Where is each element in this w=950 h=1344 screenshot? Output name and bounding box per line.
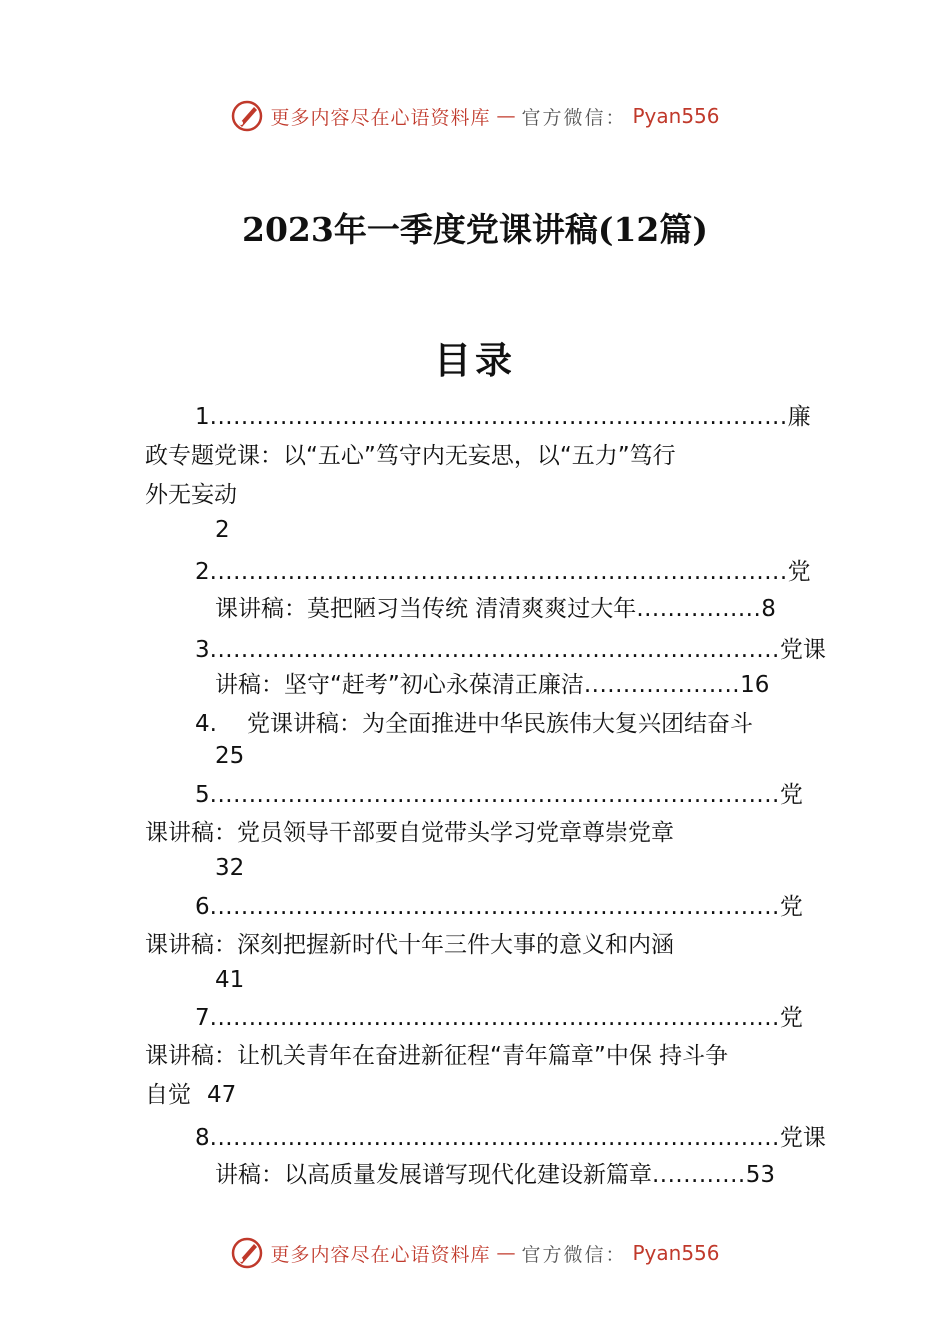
toc-entry-4-page: 25 bbox=[215, 743, 245, 769]
watermark-wechat-id: Pyan556 bbox=[632, 1241, 720, 1265]
toc-entry-3-line2 bbox=[215, 670, 769, 700]
pen-logo-icon bbox=[230, 1236, 264, 1270]
toc-entry-title: 党课讲稿：为全面推进中华民族伟大复兴团结奋斗 bbox=[246, 711, 753, 737]
toc-entry-title-lead: 党课 bbox=[779, 637, 826, 663]
toc-leader-dots: ......................................................................... bbox=[209, 782, 780, 808]
watermark-wechat-label: 官方微信： bbox=[521, 106, 627, 129]
toc-entry-page: 8 bbox=[761, 596, 776, 622]
watermark-text: 更多内容尽在心语资料库 bbox=[270, 1243, 491, 1266]
toc-entry-6-line1[interactable] bbox=[195, 892, 803, 922]
toc-entry-6-line2: 课讲稿：深刻把握新时代十年三件大事的意义和内涵 bbox=[145, 932, 674, 958]
toc-leader-dots: .................... bbox=[583, 672, 741, 698]
toc-entry-7-line2: 课讲稿：让机关青年在奋进新征程“青年篇章”中保 持斗争 bbox=[145, 1043, 729, 1069]
toc-entry-3-line1[interactable] bbox=[195, 635, 826, 665]
toc-entry-page: 16 bbox=[740, 672, 770, 698]
toc-entry-5-line2: 课讲稿：党员领导干部要自觉带头学习党章尊崇党章 bbox=[145, 820, 674, 846]
toc-entry-title: 讲稿：以高质量发展谱写现代化建设新篇章 bbox=[215, 1162, 652, 1188]
toc-entry-page: 53 bbox=[745, 1162, 776, 1188]
watermark-text: 更多内容尽在心语资料库 bbox=[270, 106, 491, 129]
toc-leader-dots: ......................................................................... bbox=[209, 1125, 780, 1151]
toc-entry-number: 5 bbox=[195, 782, 210, 808]
toc-entry-title-lead: 党课 bbox=[779, 1125, 826, 1151]
toc-entry-8-line1[interactable] bbox=[195, 1123, 826, 1153]
toc-entry-6-page: 41 bbox=[215, 967, 245, 993]
toc-entry-title: 自觉 bbox=[145, 1082, 191, 1108]
toc-entry-title-lead: 党 bbox=[787, 559, 811, 585]
toc-leader-dots: .......................................................................... bbox=[209, 559, 788, 585]
watermark-separator: — bbox=[496, 1242, 516, 1264]
toc-entry-4-line1[interactable] bbox=[195, 709, 753, 739]
toc-leader-dots: ......................................................................... bbox=[209, 894, 780, 920]
toc-leader-dots: ................ bbox=[636, 596, 762, 622]
toc-entry-1-line1[interactable] bbox=[195, 402, 820, 432]
toc-entry-5-page: 32 bbox=[215, 855, 245, 881]
toc-entry-number: 4. bbox=[195, 711, 217, 737]
toc-entry-number: 8 bbox=[195, 1125, 210, 1151]
toc-entry-7-line3 bbox=[145, 1080, 236, 1110]
toc-entry-5-line1[interactable] bbox=[195, 780, 803, 810]
toc-entry-number: 7 bbox=[195, 1005, 210, 1031]
toc-leader-dots: .......................................................................... bbox=[209, 404, 788, 430]
toc-entry-title: 课讲稿：莫把陋习当传统 清清爽爽过大年 bbox=[215, 596, 637, 622]
toc-entry-number: 6 bbox=[195, 894, 210, 920]
watermark-wechat-id: Pyan556 bbox=[632, 104, 720, 128]
document-title: 2023年一季度党课讲稿(12篇) bbox=[242, 210, 708, 249]
toc-entry-1-line2: 政专题党课：以“五心”笃守内无妄思，以“五力”笃行 bbox=[145, 443, 676, 469]
toc-entry-title-lead: 党 bbox=[779, 782, 803, 808]
toc-entry-1-line3: 外无妄动 bbox=[145, 482, 237, 508]
toc-entry-title-lead: 党 bbox=[779, 1005, 803, 1031]
toc-entry-number: 3 bbox=[195, 637, 210, 663]
toc-entry-title-lead: 廉 bbox=[787, 404, 811, 430]
toc-leader-dots: ............ bbox=[652, 1162, 746, 1188]
toc-leader-dots: ......................................................................... bbox=[209, 637, 780, 663]
watermark-separator: — bbox=[496, 105, 516, 127]
toc-entry-page: 47 bbox=[207, 1082, 237, 1108]
toc-entry-number: 1 bbox=[195, 404, 210, 430]
toc-entry-title: 讲稿：坚守“赶考”初心永葆清正廉洁 bbox=[215, 672, 584, 698]
toc-entry-7-line1[interactable] bbox=[195, 1003, 803, 1033]
toc-entry-8-line2 bbox=[215, 1160, 775, 1190]
toc-entry-1-page: 2 bbox=[215, 517, 230, 543]
toc-leader-dots: ......................................................................... bbox=[209, 1005, 780, 1031]
toc-heading: 目录 bbox=[434, 338, 516, 382]
watermark-wechat-label: 官方微信： bbox=[521, 1243, 627, 1266]
footer-watermark bbox=[0, 1233, 950, 1273]
toc-entry-title-lead: 党 bbox=[779, 894, 803, 920]
toc-entry-number: 2 bbox=[195, 559, 210, 585]
toc-entry-2-line2 bbox=[215, 594, 776, 624]
header-watermark bbox=[0, 96, 950, 136]
pen-logo-icon bbox=[230, 99, 264, 133]
toc-entry-2-line1[interactable] bbox=[195, 557, 811, 587]
